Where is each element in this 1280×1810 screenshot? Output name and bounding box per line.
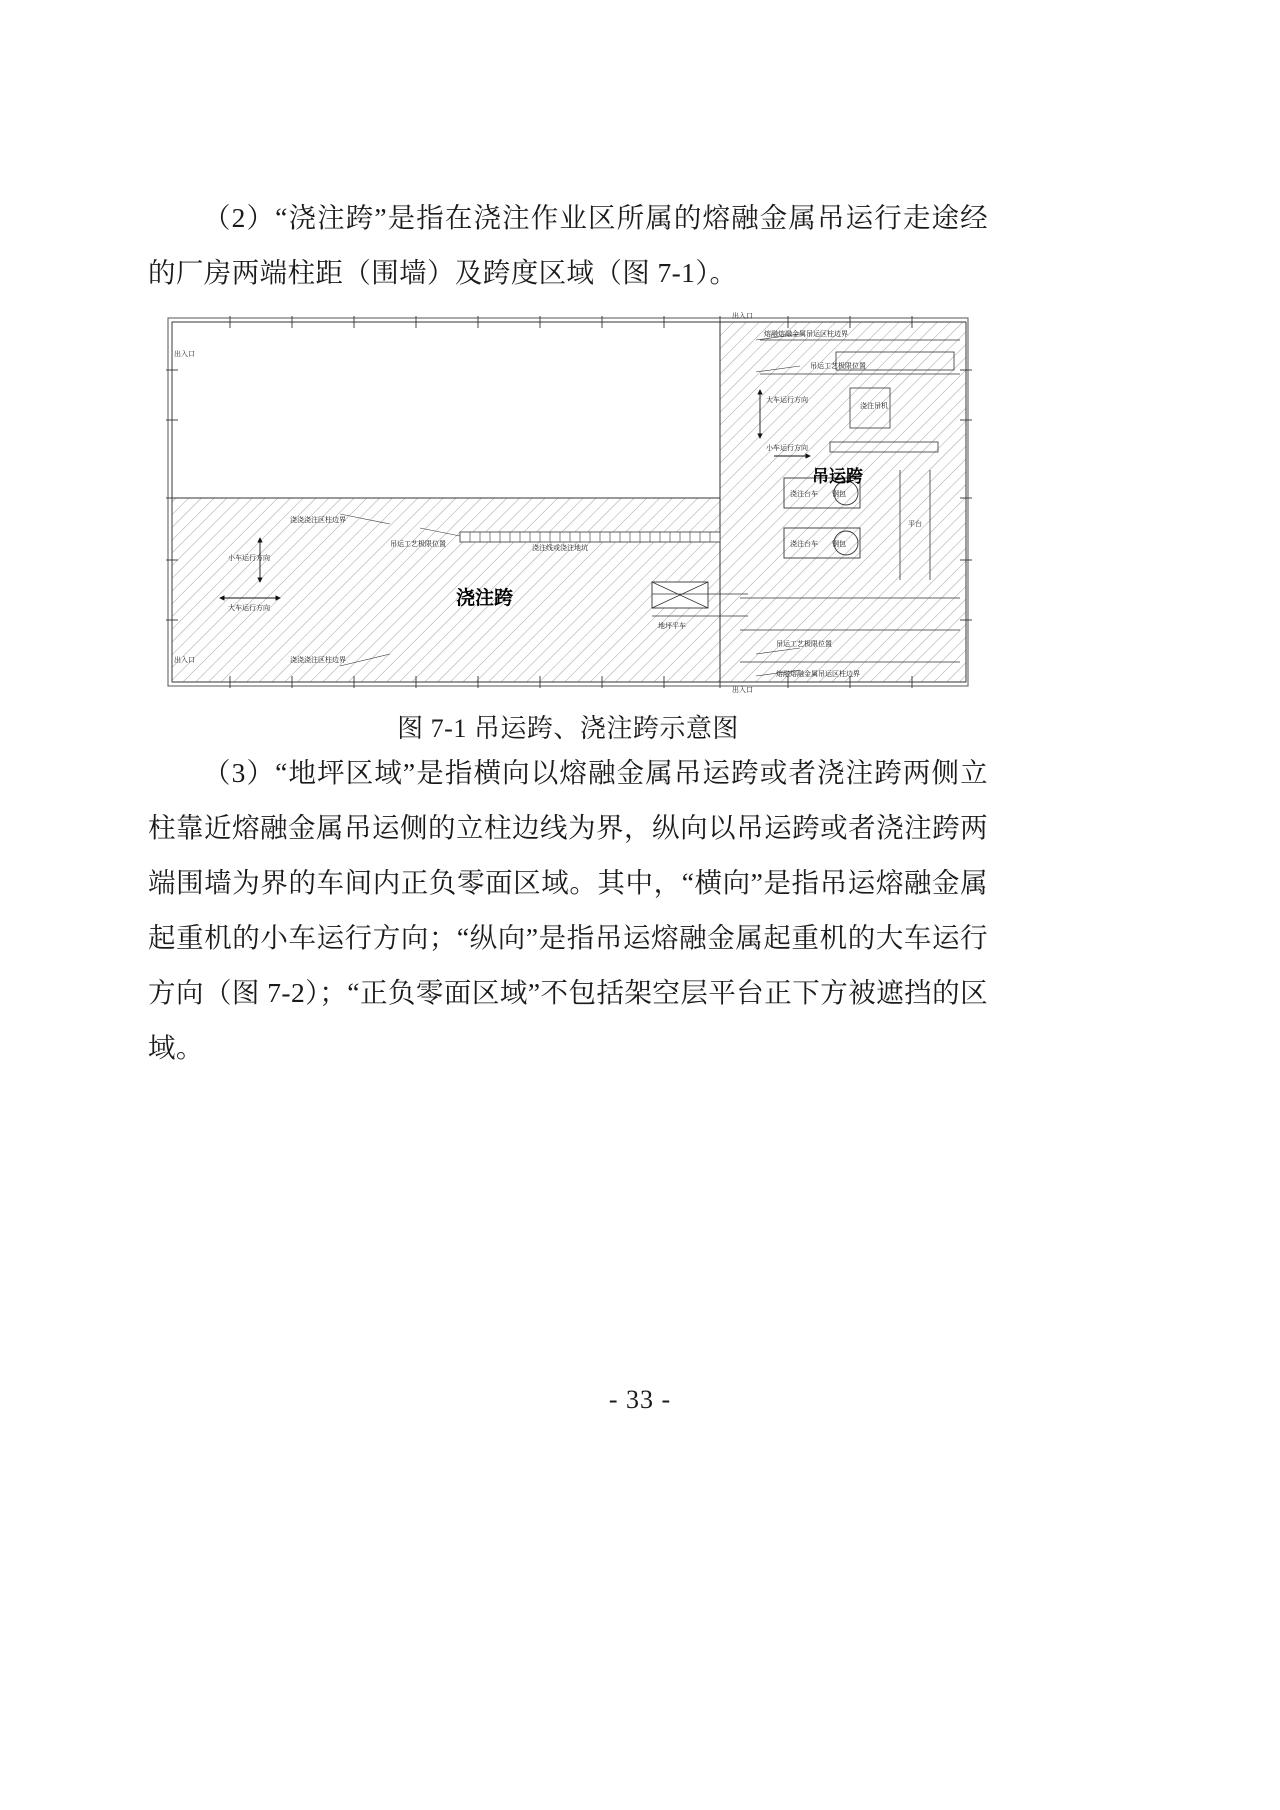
figure-7-1 — [148, 310, 988, 745]
paragraph-ground-area-definition: （3）“地坪区域”是指横向以熔融金属吊运跨或者浇注跨两侧立柱靠近熔融金属吊运侧的立柱边线为界，纵向以吊运跨或者浇注跨两端围墙为界的车间内正负零面区域。其中，“横向”是指吊运熔融金属起重机的小车运行方向；“纵向”是指吊运熔融金属起重机的大车运行方向（图 7-2）；“正负零面区域”不包括架空层平台正下方被遮挡的区域。 — [148, 757, 988, 1063]
zone-label-casting-bay: 浇注跨 — [456, 588, 514, 609]
annotation-entry-bottom-right: 出入口 — [732, 687, 753, 694]
annotation-hoist-process-limit-bottom: 吊运工艺极限位置 — [776, 641, 832, 648]
annotation-big-car-run-dir-left: 大车运行方向 — [228, 605, 270, 612]
annotation-hoist-process-limit-left: 吊运工艺极限位置 — [390, 541, 446, 548]
annotation-molten-metal-column-line-bottom: 熔融熔融金属吊运区柱边界 — [776, 671, 860, 678]
annotation-ladle-1: 钢包 — [832, 491, 846, 498]
figure-caption: 图 7-1 吊运跨、浇注跨示意图 — [397, 714, 739, 743]
annotation-big-car-run-dir-top: 大车运行方向 — [766, 397, 808, 404]
page-number: - 33 - — [608, 1385, 672, 1414]
annotation-casting-column-line-upper: 浇浇浇注区柱边界 — [290, 517, 346, 524]
annotation-entry-left-lower: 出入口 — [174, 657, 195, 664]
annotation-casting-line-area: 浇注线或浇注地坑 — [532, 545, 588, 552]
annotation-small-car-run-dir-left: 小车运行方向 — [228, 555, 270, 562]
annotation-entry-left-upper: 出入口 — [174, 351, 195, 358]
annotation-casting-column-line-lower: 浇浇浇注区柱边界 — [290, 657, 346, 664]
figure-7-1-drawing — [160, 310, 976, 694]
annotation-molten-metal-column-line-top: 熔融熔融金属吊运区柱边界 — [764, 331, 848, 338]
annotation-small-car-run-dir-top: 小车运行方向 — [766, 445, 808, 452]
zone-label-hoisting-bay: 吊运跨 — [812, 467, 863, 486]
annotation-hoist-process-limit-top: 吊运工艺极限位置 — [810, 363, 866, 370]
annotation-ladle-2: 钢包 — [832, 541, 846, 548]
paragraph-casting-bay-definition: （2）“浇注跨”是指在浇注作业区所属的熔融金属吊运行走途经的厂房两端柱距（围墙）及跨度区域（图 7-1）。 — [148, 202, 988, 288]
annotation-entry-top-right: 出入口 — [732, 313, 753, 320]
annotation-ground-flat-car: 地坪平车 — [658, 623, 686, 630]
annotation-casting-crane: 浇注吊机 — [860, 403, 888, 410]
annotation-ladle-car-1: 浇注台车 — [790, 491, 818, 498]
annotation-platform-right: 平台 — [908, 521, 922, 528]
annotation-ladle-car-2: 浇注台车 — [790, 541, 818, 548]
page-content — [148, 190, 988, 1075]
